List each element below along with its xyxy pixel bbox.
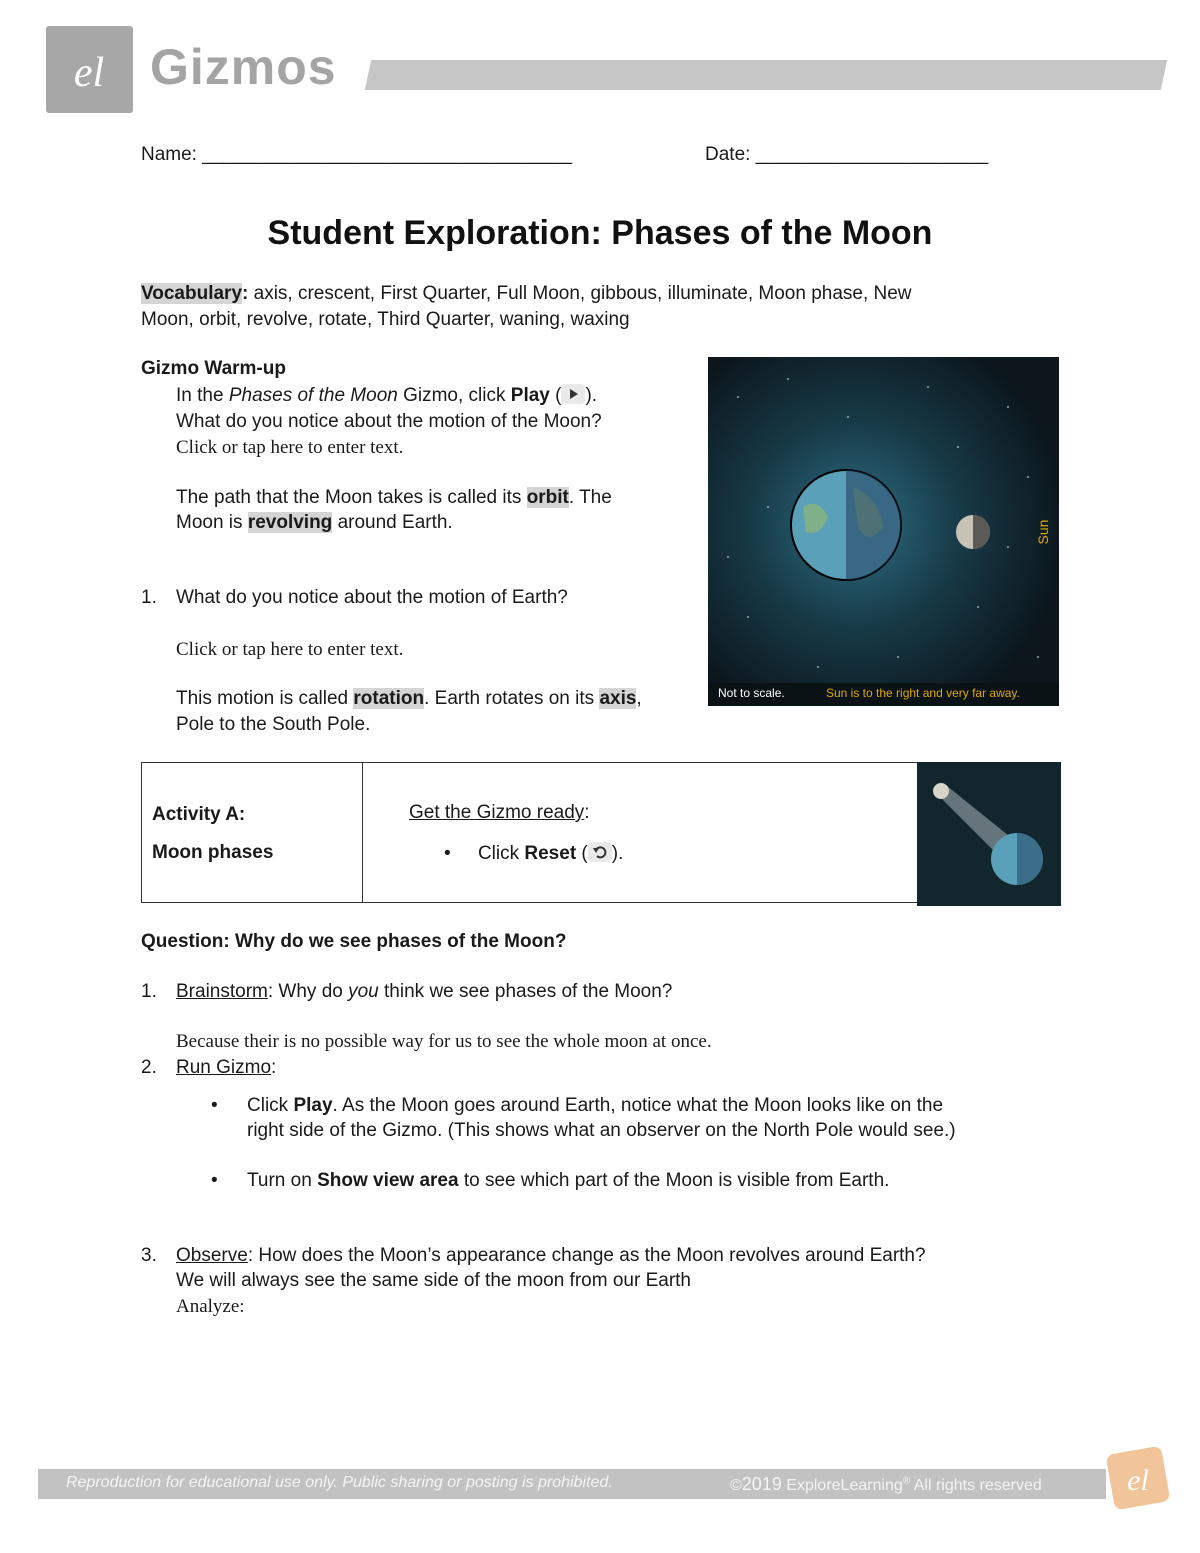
reset-bullet [444, 841, 623, 867]
header-bar [365, 60, 1167, 90]
sun-label: Sun [1035, 519, 1051, 545]
brainstorm-label: Brainstorm [176, 981, 268, 1002]
intro-text-d: ). [585, 385, 598, 406]
vocabulary-label: Vocabulary [141, 283, 243, 304]
el-logo-icon [1102, 1440, 1174, 1512]
orbit-text-b: . The [568, 487, 612, 508]
registered-mark: ® [902, 1475, 911, 1487]
revolve-text-a: Moon is [176, 512, 248, 533]
bullet-icon: • [444, 843, 451, 864]
q1-text-a: : Why do [267, 981, 349, 1002]
rights-reserved: All rights reserved [910, 1477, 1042, 1494]
q3-number: 3. [141, 1245, 157, 1266]
play-icon [561, 384, 585, 404]
warmup-question: What do you notice about the motion of the Moon? [176, 411, 602, 432]
q3-text: : How does the Moon’s appearance change as the Moon revolves around Earth? [247, 1245, 926, 1266]
activity-table-divider [362, 762, 363, 903]
copyright-symbol: © [730, 1477, 742, 1494]
footer-copyright [730, 1474, 1042, 1495]
intro-text-c: ( [549, 385, 562, 406]
get-ready-text: Get the Gizmo ready [409, 802, 585, 823]
sun-direction-note: Sun is to the right and very far away. [826, 686, 1020, 700]
analyze-label: Analyze: [176, 1296, 245, 1317]
copyright-year: 2019 [741, 1474, 782, 1494]
rotation-term: rotation [353, 688, 425, 709]
intro-gizmo-name: Phases of the Moon [228, 385, 398, 406]
show-view-area-term: Show view area [317, 1170, 459, 1191]
company-name: ExploreLearning [781, 1477, 903, 1494]
warmup-q1-answer-input[interactable]: Click or tap here to enter text. [176, 639, 404, 660]
play-instruction-line-2: right side of the Gizmo. (This shows what an observer on the North Pole would see.) [247, 1120, 956, 1141]
intro-text-b: Gizmo, click [397, 385, 511, 406]
reset-text-a: Click [477, 843, 525, 864]
q3-answer[interactable]: We will always see the same side of the moon from our Earth [176, 1270, 691, 1291]
question-heading: Question: Why do we see phases of the Moon? [141, 931, 567, 952]
q2-number: 2. [141, 1057, 157, 1078]
warmup-q1-text: What do you notice about the motion of Earth? [176, 587, 568, 608]
play-term: Play [293, 1095, 333, 1116]
play-instruction-a: Click [247, 1095, 294, 1116]
brand-name: Gizmos [150, 39, 337, 95]
name-field[interactable] [141, 142, 572, 168]
activity-label: Activity A: [152, 804, 246, 825]
logo-mark-icon [46, 26, 133, 113]
q1-brainstorm [176, 979, 672, 1005]
name-label: Name: [141, 144, 203, 165]
intro-play-term: Play [510, 385, 550, 406]
q1-you: you [348, 981, 379, 1002]
run-gizmo-colon: : [271, 1057, 277, 1078]
q1-text-b: think we see phases of the Moon? [378, 981, 673, 1002]
orbit-text-a: The path that the Moon takes is called its [176, 487, 527, 508]
q3-observe [176, 1243, 926, 1269]
explorelearning-logo [1102, 1440, 1174, 1512]
date-line[interactable]: ______________________ [755, 144, 989, 165]
gizmos-logo [46, 26, 133, 113]
warmup-intro [176, 383, 597, 409]
reset-text-c: ). [611, 843, 624, 864]
date-field[interactable] [705, 142, 988, 168]
bullet-icon: • [211, 1170, 218, 1191]
rotation-text-a: This motion is called [176, 688, 354, 709]
earth-moon-simulation-image [708, 357, 1059, 706]
name-line[interactable]: ___________________________________ [202, 144, 573, 165]
activity-name: Moon phases [152, 842, 274, 863]
rotation-text-c: , [636, 688, 642, 709]
date-label: Date: [705, 144, 756, 165]
get-ready-heading [409, 800, 590, 826]
view-area-text-b: to see which part of the Moon is visible from Earth. [458, 1170, 890, 1191]
warmup-q1-number: 1. [141, 587, 157, 608]
page-title: Student Exploration: Phases of the Moon [267, 214, 933, 252]
vocabulary-text-1: axis, crescent, First Quarter, Full Moon, gibbous, illuminate, Moon phase, New [248, 283, 912, 304]
vocabulary-line-2: Moon, orbit, revolve, rotate, Third Quarter, waning, waxing [141, 309, 630, 330]
moon-icon [956, 515, 990, 549]
revolve-term: revolving [247, 512, 333, 533]
view-area-text-a: Turn on [247, 1170, 318, 1191]
q1-number: 1. [141, 981, 157, 1002]
play-instruction-b: . As the Moon goes around Earth, notice what the Moon looks like on the [332, 1095, 944, 1116]
view-area-instruction [247, 1168, 889, 1194]
logo-letters: el [73, 50, 105, 96]
run-gizmo-label: Run Gizmo [176, 1057, 272, 1078]
bullet-icon: • [211, 1095, 218, 1116]
orbit-term: orbit [526, 487, 569, 508]
play-instruction [247, 1093, 943, 1119]
rotation-text-b: . Earth rotates on its [424, 688, 600, 709]
reset-term: Reset [524, 843, 577, 864]
axis-term: axis [599, 688, 637, 709]
footer-notice: Reproduction for educational use only. Public sharing or posting is prohibited. [66, 1474, 613, 1491]
warmup-heading: Gizmo Warm-up [141, 358, 286, 379]
moon-view-area-image [917, 762, 1061, 906]
revolve-sentence [176, 510, 453, 536]
q2-run-gizmo [176, 1055, 276, 1081]
revolve-text-b: around Earth. [332, 512, 453, 533]
warmup-answer-input[interactable]: Click or tap here to enter text. [176, 437, 404, 458]
vocabulary-line-1 [141, 281, 912, 307]
earth-icon [791, 470, 901, 580]
reset-icon [588, 842, 612, 862]
moon-icon-small [933, 783, 949, 799]
pole-sentence: Pole to the South Pole. [176, 714, 371, 735]
footer-logo-letters: el [1127, 1464, 1149, 1497]
rotation-sentence [176, 686, 642, 712]
reset-text-b: ( [576, 843, 588, 864]
orbit-sentence [176, 485, 612, 511]
observe-label: Observe [176, 1245, 248, 1266]
not-to-scale-note: Not to scale. [718, 686, 785, 700]
intro-text-a: In the [176, 385, 229, 406]
vocabulary-colon: : [242, 283, 249, 304]
get-ready-colon: : [584, 802, 590, 823]
q1-answer[interactable]: Because their is no possible way for us to see the whole moon at once. [176, 1031, 712, 1052]
